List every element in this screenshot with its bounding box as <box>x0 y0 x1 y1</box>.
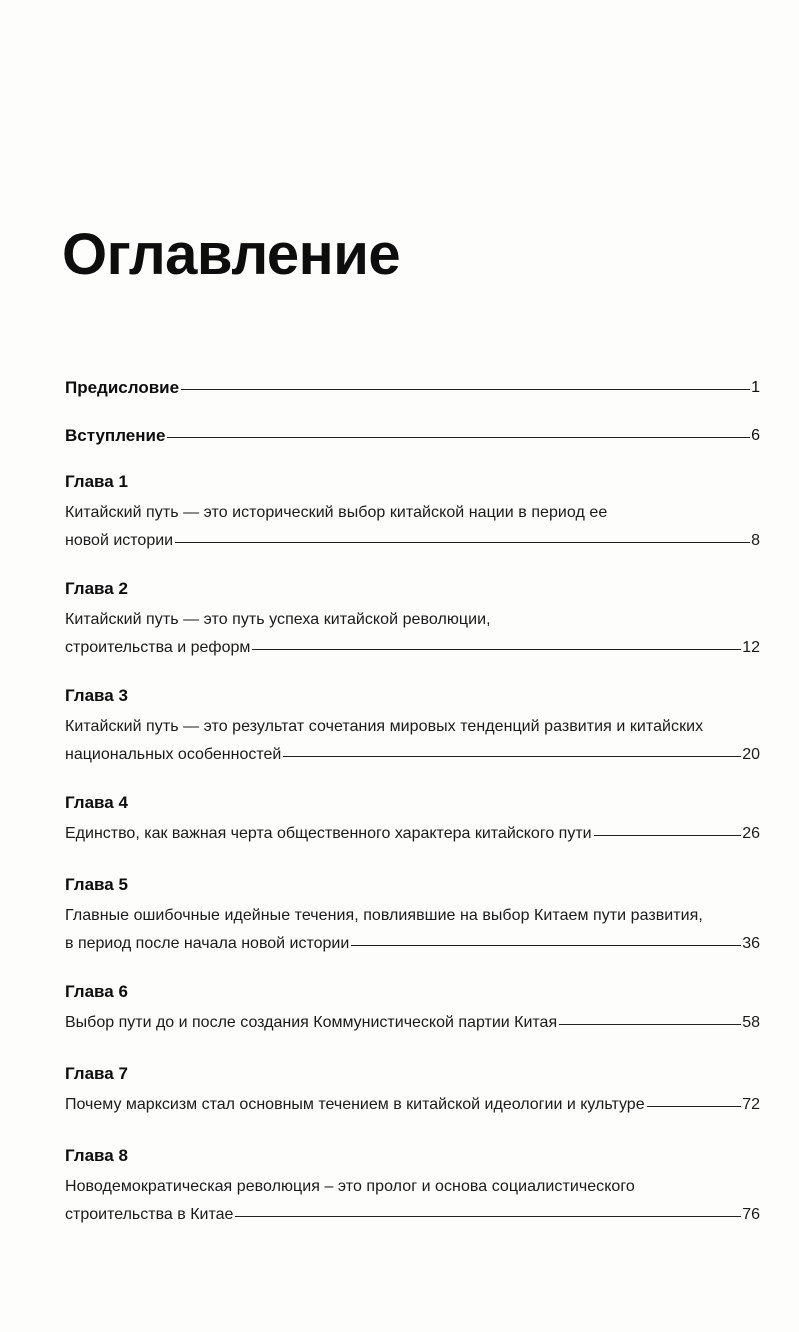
chapter-title-line: Главные ошибочные идейные течения, повлиявшие на выбор Китаем пути развития, <box>65 907 703 924</box>
chapter-heading: Глава 2 <box>65 579 128 598</box>
leader-line <box>283 756 741 757</box>
leader-line <box>647 1106 742 1107</box>
leader-line <box>594 835 742 836</box>
toc-entry-label: Вступление <box>65 426 166 445</box>
chapter-heading: Глава 3 <box>65 686 128 705</box>
chapter-heading: Глава 8 <box>65 1146 128 1165</box>
chapter-title-line: национальных особенностей <box>65 746 282 763</box>
page-number: 12 <box>742 639 760 656</box>
page-number: 58 <box>742 1014 760 1031</box>
page-number: 8 <box>751 532 760 549</box>
leader-line <box>351 945 741 946</box>
leader-line <box>167 437 750 438</box>
page-number: 76 <box>742 1206 760 1223</box>
page-number: 6 <box>751 427 760 444</box>
leader-line <box>175 542 750 543</box>
chapter-heading: Глава 7 <box>65 1064 128 1083</box>
chapter-title-line: новой истории <box>65 532 174 549</box>
leader-line <box>252 649 741 650</box>
toc-entry-chapter-6 <box>65 980 760 1037</box>
table-of-contents <box>65 374 760 1251</box>
leader-line <box>235 1216 741 1217</box>
chapter-title-line: Новодемократическая революция – это пролог и основа социалистического <box>65 1178 635 1195</box>
toc-entry-chapter-1 <box>65 470 760 555</box>
toc-entry-chapter-4 <box>65 791 760 848</box>
toc-entry-introduction <box>65 422 760 450</box>
chapter-heading: Глава 4 <box>65 793 128 812</box>
page-number: 72 <box>742 1096 760 1113</box>
chapter-title-line: Китайский путь — это исторический выбор китайской нации в период ее <box>65 504 608 521</box>
leader-line <box>181 389 750 390</box>
page-title: Оглавление <box>62 222 401 287</box>
leader-line <box>559 1024 741 1025</box>
chapter-title-line: в период после начала новой истории <box>65 935 350 952</box>
chapter-title-line: Единство, как важная черта общественного характера китайского пути <box>65 825 592 842</box>
chapter-title-line: строительства и реформ <box>65 639 251 656</box>
toc-entry-chapter-2 <box>65 577 760 662</box>
chapter-heading: Глава 6 <box>65 982 128 1001</box>
page-number: 26 <box>742 825 760 842</box>
page-number: 1 <box>751 379 760 396</box>
chapter-heading: Глава 5 <box>65 875 128 894</box>
chapter-heading: Глава 1 <box>65 472 128 491</box>
chapter-title-line: Выбор пути до и после создания Коммунистической партии Китая <box>65 1014 558 1031</box>
toc-entry-preface <box>65 374 760 402</box>
page-number: 36 <box>742 935 760 952</box>
toc-entry-chapter-5 <box>65 873 760 958</box>
chapter-title-line: Китайский путь — это результат сочетания мировых тенденций развития и китайских <box>65 718 704 735</box>
chapter-title-line: Почему марксизм стал основным течением в китайской идеологии и культуре <box>65 1096 645 1113</box>
toc-entry-label: Предисловие <box>65 378 180 397</box>
toc-entry-chapter-8 <box>65 1144 760 1229</box>
chapter-title-line: Китайский путь — это путь успеха китайской революции, <box>65 611 491 628</box>
page-number: 20 <box>742 746 760 763</box>
chapter-title-line: строительства в Китае <box>65 1206 234 1223</box>
toc-entry-chapter-3 <box>65 684 760 769</box>
toc-entry-chapter-7 <box>65 1062 760 1119</box>
